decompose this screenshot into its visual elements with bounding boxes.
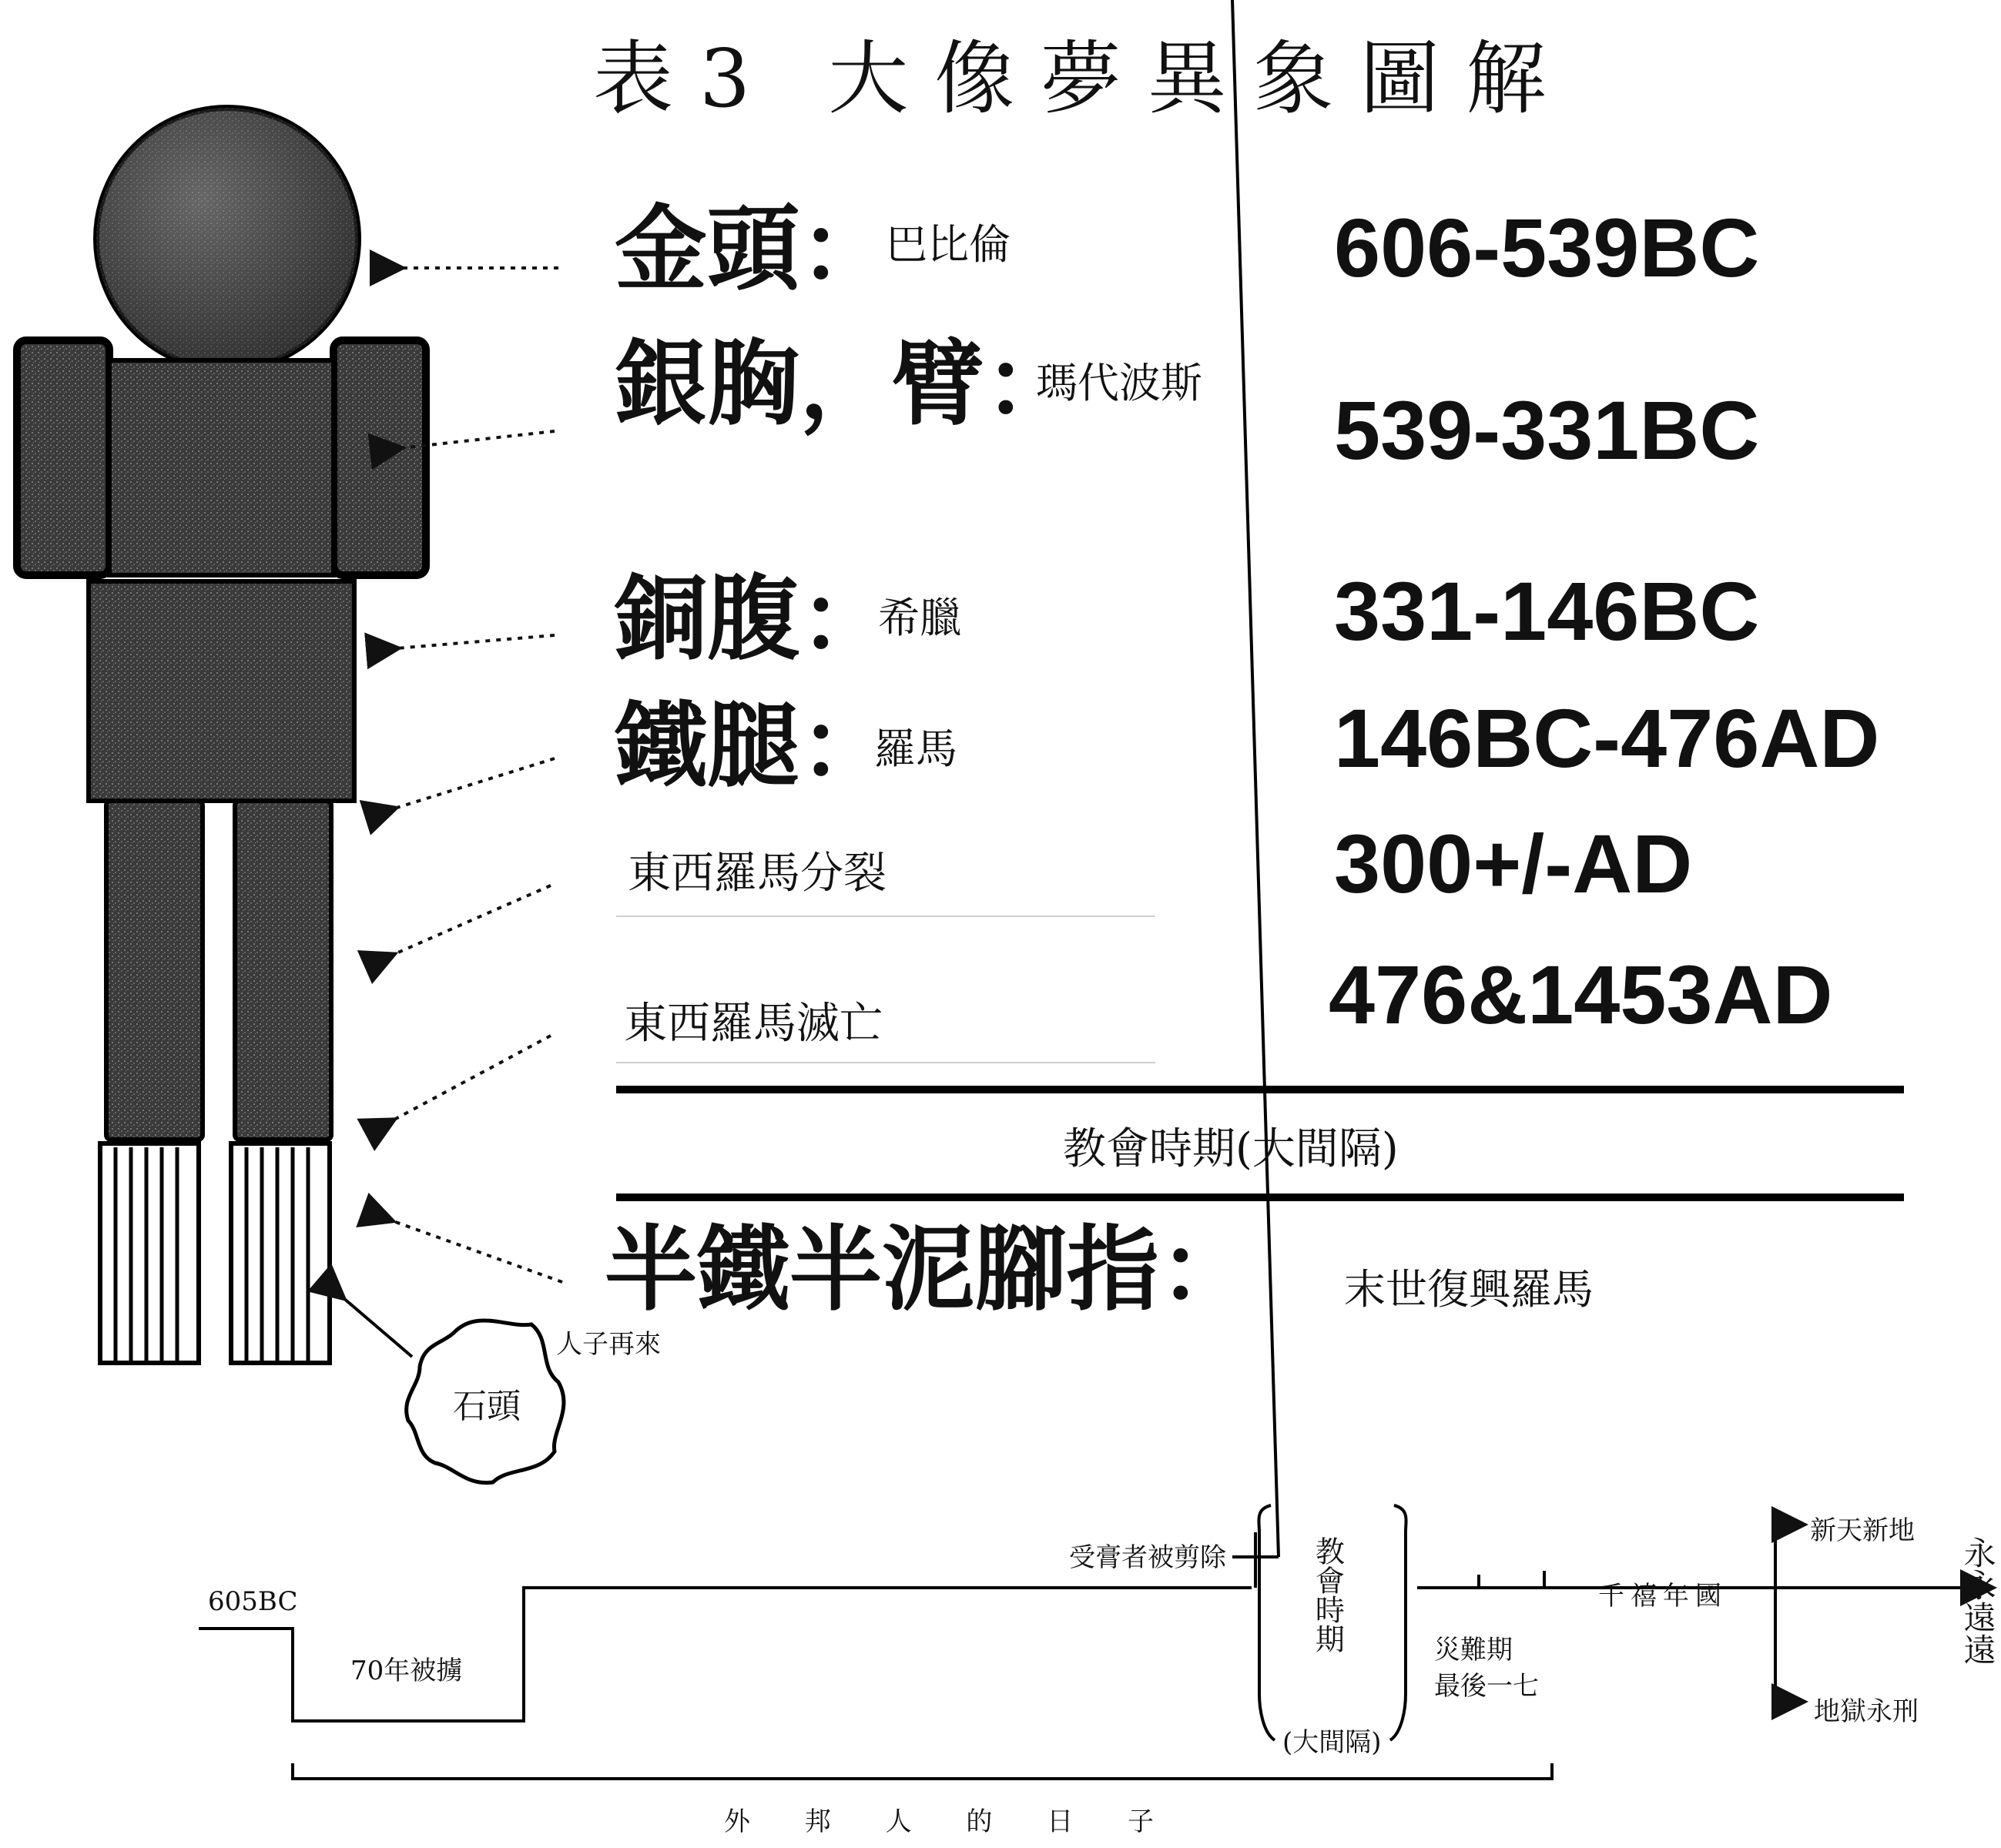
divider-top [616,1086,1904,1093]
legs-part-label: 鐵腿： [615,693,892,800]
toes-part-label: 半鐵半泥腳指： [605,1217,1252,1324]
timeline-start-label: 605BC [208,1586,298,1617]
statue-chest [109,360,334,575]
statue-arm-left [17,340,109,575]
church-gap-label: (大間隔) [1282,1727,1382,1758]
captivity-label: 70年被擄 [350,1656,463,1686]
chest-kingdom-label: 瑪代波斯 [1036,359,1202,407]
millennium-label: 千禧年國 [1598,1581,1728,1612]
son-of-man-label: 人子再來 [556,1329,661,1360]
belly-kingdom-label: 希臘 [878,594,961,642]
gentiles-label: 外 邦 人 的 日 子 [724,1806,1178,1837]
split-event-label: 東西羅馬分裂 [628,849,887,899]
new-heaven-label: 新天新地 [1810,1515,1915,1546]
statue-head [96,108,358,370]
belly-date-label: 331-146BC [1334,564,1760,658]
head-part-label: 金頭： [615,196,892,303]
fall-date-label: 476&1453AD [1329,948,1833,1041]
statue-leg-left [106,801,203,1140]
stone-label: 石頭 [453,1387,521,1426]
divider-bottom [616,1194,1904,1201]
timeline-church-age-label: 教會時期 [1310,1536,1345,1653]
stone-arrow [343,1297,412,1357]
chest-date-label: 539-331BC [1334,383,1760,477]
statue-belly [89,581,354,801]
legs-date-label: 146BC-476AD [1334,691,1880,785]
head-kingdom-label: 巴比倫 [886,220,1011,269]
chest-part-label: 銀胸，臂： [615,331,1077,438]
statue-feet-left [100,1143,199,1363]
fall-event-label: 東西羅馬滅亡 [624,999,883,1049]
head-date-label: 606-539BC [1334,201,1760,294]
hell-label: 地獄永刑 [1814,1696,1919,1727]
split-date-label: 300+/-AD [1334,817,1693,910]
page-title: 表3 大像夢異象圖解 [593,32,1573,126]
toes-kingdom-label: 末世復興羅馬 [1344,1265,1594,1314]
belly-part-label: 銅腹： [615,566,892,673]
last-seven-label: 最後一七 [1434,1671,1539,1702]
eternity-label: 永永遠遠 [1959,1536,1997,1666]
statue-leg-right [235,801,331,1140]
church-age-label: 教會時期(大間隔) [1063,1124,1399,1174]
legs-kingdom-label: 羅馬 [874,725,957,773]
anointed-cut-off-label: 受膏者被剪除 [1069,1542,1226,1573]
statue-feet-right [231,1143,330,1363]
tribulation-label: 災難期 [1434,1635,1513,1666]
statue-arm-right [334,340,426,575]
